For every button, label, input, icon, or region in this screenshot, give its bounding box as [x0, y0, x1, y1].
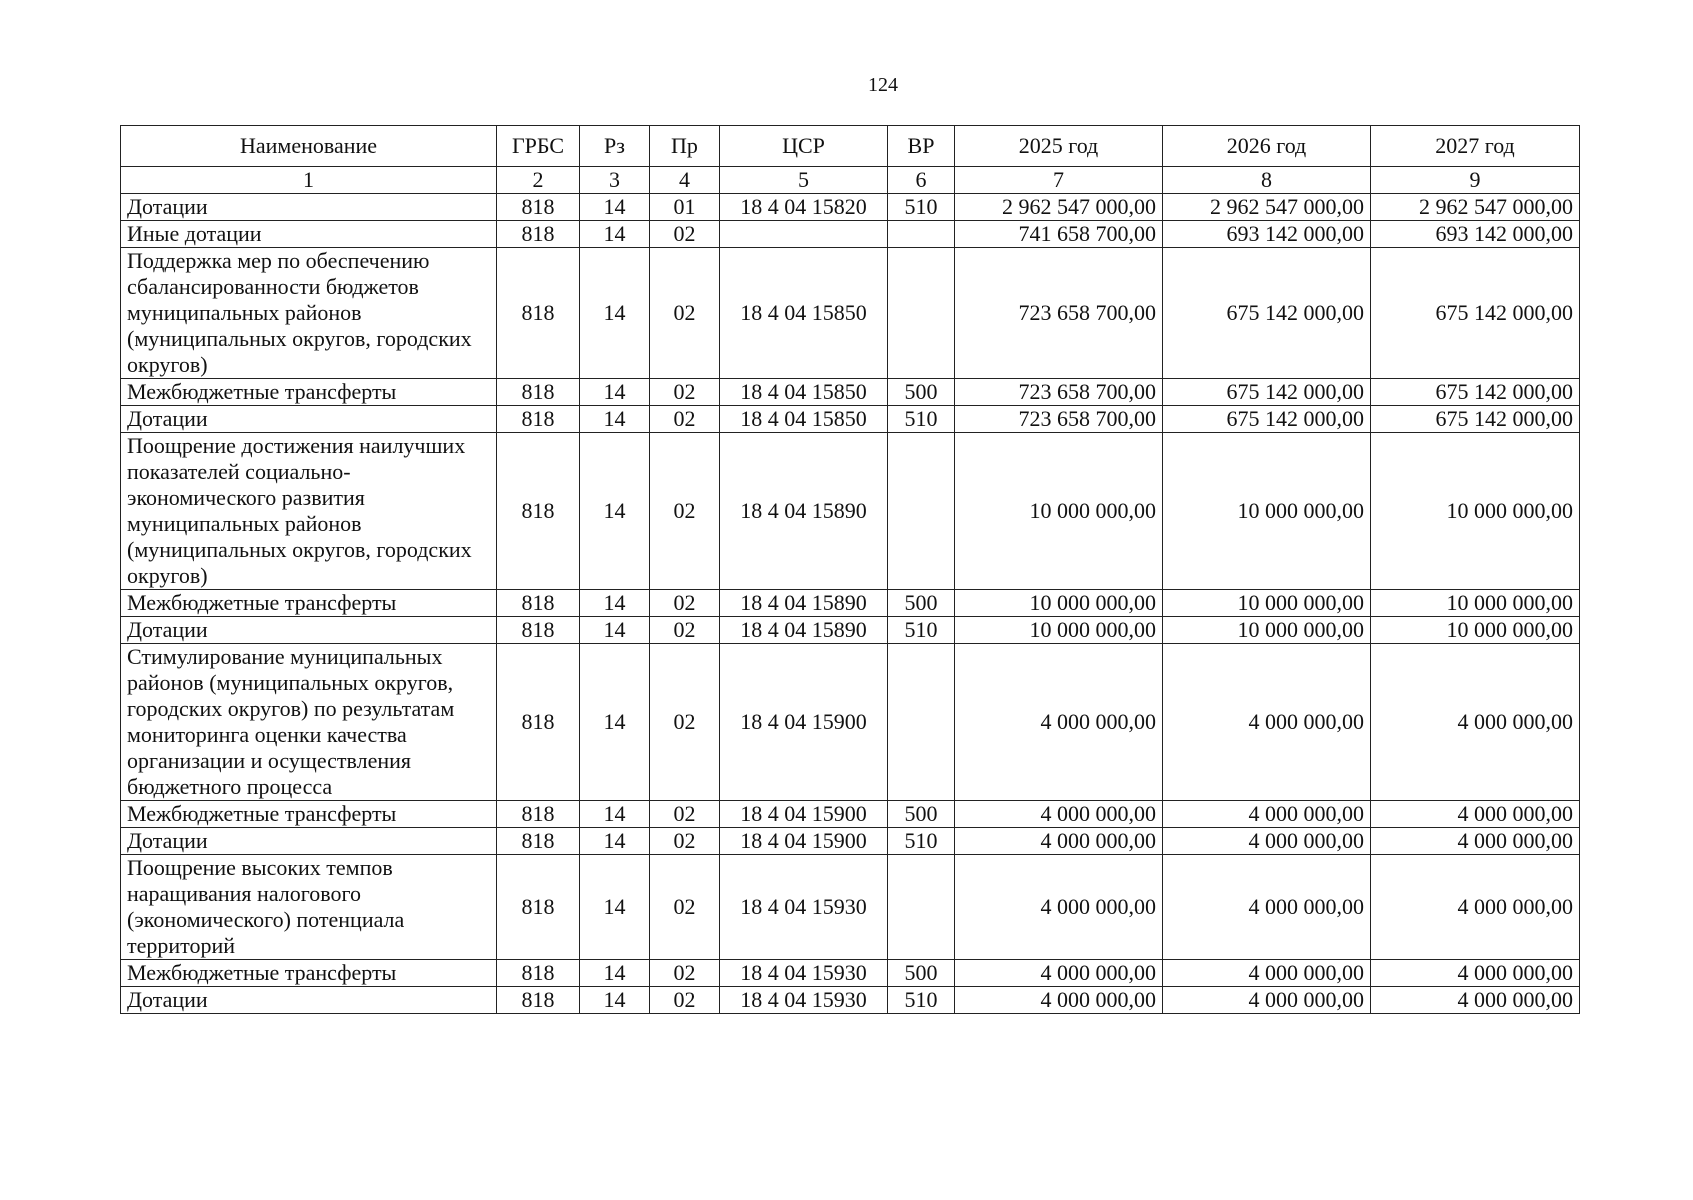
cell-csr: 18 4 04 15930 — [720, 987, 888, 1014]
cell-2027: 4 000 000,00 — [1371, 855, 1580, 960]
cell-pr: 02 — [650, 855, 720, 960]
cell-2027: 4 000 000,00 — [1371, 987, 1580, 1014]
column-number: 9 — [1371, 167, 1580, 194]
cell-csr: 18 4 04 15890 — [720, 617, 888, 644]
cell-rz: 14 — [580, 801, 650, 828]
cell-name: Межбюджетные трансферты — [121, 590, 497, 617]
cell-name: Поддержка мер по обеспечению сбалансированности бюджетов муниципальных районов (муниципальных округов, городских округов) — [121, 248, 497, 379]
cell-2026: 675 142 000,00 — [1163, 379, 1371, 406]
cell-vr: 510 — [888, 406, 955, 433]
cell-2026: 4 000 000,00 — [1163, 987, 1371, 1014]
cell-pr: 02 — [650, 960, 720, 987]
cell-csr: 18 4 04 15850 — [720, 406, 888, 433]
cell-name: Поощрение достижения наилучших показателей социально-экономического развития муниципальных районов (муниципальных округов, городских округов) — [121, 433, 497, 590]
cell-2027: 693 142 000,00 — [1371, 221, 1580, 248]
table-row — [121, 406, 1580, 433]
cell-name: Дотации — [121, 406, 497, 433]
cell-vr: 510 — [888, 987, 955, 1014]
cell-2025: 10 000 000,00 — [955, 433, 1163, 590]
cell-vr — [888, 855, 955, 960]
cell-pr: 02 — [650, 617, 720, 644]
table-row — [121, 855, 1580, 960]
cell-2025: 10 000 000,00 — [955, 617, 1163, 644]
cell-2027: 4 000 000,00 — [1371, 644, 1580, 801]
cell-pr: 02 — [650, 248, 720, 379]
budget-table — [120, 125, 1580, 1014]
cell-vr: 500 — [888, 590, 955, 617]
cell-pr: 02 — [650, 987, 720, 1014]
table-row — [121, 379, 1580, 406]
cell-csr: 18 4 04 15820 — [720, 194, 888, 221]
cell-vr — [888, 221, 955, 248]
cell-pr: 02 — [650, 221, 720, 248]
cell-csr: 18 4 04 15850 — [720, 379, 888, 406]
column-number-row — [121, 167, 1580, 194]
header-row — [121, 126, 1580, 167]
cell-2025: 741 658 700,00 — [955, 221, 1163, 248]
cell-2026: 10 000 000,00 — [1163, 590, 1371, 617]
cell-grbs: 818 — [497, 433, 580, 590]
cell-rz: 14 — [580, 433, 650, 590]
cell-grbs: 818 — [497, 960, 580, 987]
cell-2025: 4 000 000,00 — [955, 855, 1163, 960]
column-number: 4 — [650, 167, 720, 194]
cell-2025: 4 000 000,00 — [955, 960, 1163, 987]
cell-pr: 02 — [650, 590, 720, 617]
cell-rz: 14 — [580, 960, 650, 987]
cell-name: Дотации — [121, 194, 497, 221]
cell-rz: 14 — [580, 194, 650, 221]
cell-2027: 675 142 000,00 — [1371, 248, 1580, 379]
page-number: 124 — [868, 74, 898, 96]
cell-2026: 4 000 000,00 — [1163, 855, 1371, 960]
cell-pr: 02 — [650, 406, 720, 433]
table-row — [121, 590, 1580, 617]
column-number: 5 — [720, 167, 888, 194]
header-grbs: ГРБС — [497, 126, 580, 167]
cell-csr: 18 4 04 15900 — [720, 644, 888, 801]
cell-vr: 500 — [888, 801, 955, 828]
cell-vr: 510 — [888, 828, 955, 855]
cell-2027: 10 000 000,00 — [1371, 590, 1580, 617]
cell-rz: 14 — [580, 855, 650, 960]
cell-grbs: 818 — [497, 617, 580, 644]
table-row — [121, 801, 1580, 828]
cell-grbs: 818 — [497, 590, 580, 617]
cell-pr: 02 — [650, 644, 720, 801]
table-row — [121, 194, 1580, 221]
column-number: 1 — [121, 167, 497, 194]
cell-2025: 723 658 700,00 — [955, 379, 1163, 406]
cell-2026: 10 000 000,00 — [1163, 617, 1371, 644]
cell-pr: 01 — [650, 194, 720, 221]
cell-grbs: 818 — [497, 855, 580, 960]
cell-rz: 14 — [580, 248, 650, 379]
cell-csr: 18 4 04 15900 — [720, 801, 888, 828]
header-2026: 2026 год — [1163, 126, 1371, 167]
cell-rz: 14 — [580, 406, 650, 433]
cell-csr: 18 4 04 15900 — [720, 828, 888, 855]
cell-2027: 10 000 000,00 — [1371, 433, 1580, 590]
header-2027: 2027 год — [1371, 126, 1580, 167]
header-rz: Рз — [580, 126, 650, 167]
cell-2026: 4 000 000,00 — [1163, 644, 1371, 801]
column-number: 8 — [1163, 167, 1371, 194]
cell-name: Стимулирование муниципальных районов (муниципальных округов, городских округов) по результатам мониторинга оценки качества организации и осуществления бюджетного процесса — [121, 644, 497, 801]
cell-2027: 2 962 547 000,00 — [1371, 194, 1580, 221]
cell-grbs: 818 — [497, 248, 580, 379]
cell-2026: 675 142 000,00 — [1163, 248, 1371, 379]
cell-vr: 500 — [888, 379, 955, 406]
cell-2026: 4 000 000,00 — [1163, 828, 1371, 855]
cell-2025: 4 000 000,00 — [955, 828, 1163, 855]
cell-vr — [888, 644, 955, 801]
cell-name: Межбюджетные трансферты — [121, 960, 497, 987]
cell-name: Поощрение высоких темпов наращивания налогового (экономического) потенциала территорий — [121, 855, 497, 960]
header-vr: ВР — [888, 126, 955, 167]
cell-rz: 14 — [580, 379, 650, 406]
cell-2026: 4 000 000,00 — [1163, 801, 1371, 828]
cell-name: Иные дотации — [121, 221, 497, 248]
table-row — [121, 617, 1580, 644]
cell-2027: 675 142 000,00 — [1371, 406, 1580, 433]
cell-name: Дотации — [121, 987, 497, 1014]
cell-grbs: 818 — [497, 801, 580, 828]
cell-2026: 2 962 547 000,00 — [1163, 194, 1371, 221]
cell-2025: 723 658 700,00 — [955, 248, 1163, 379]
cell-rz: 14 — [580, 987, 650, 1014]
column-number: 7 — [955, 167, 1163, 194]
table-row — [121, 960, 1580, 987]
cell-pr: 02 — [650, 801, 720, 828]
cell-grbs: 818 — [497, 406, 580, 433]
cell-pr: 02 — [650, 433, 720, 590]
cell-csr: 18 4 04 15930 — [720, 855, 888, 960]
cell-csr: 18 4 04 15930 — [720, 960, 888, 987]
cell-vr: 500 — [888, 960, 955, 987]
table-row — [121, 248, 1580, 379]
cell-2025: 10 000 000,00 — [955, 590, 1163, 617]
cell-2027: 4 000 000,00 — [1371, 828, 1580, 855]
column-number: 6 — [888, 167, 955, 194]
cell-pr: 02 — [650, 828, 720, 855]
cell-2027: 4 000 000,00 — [1371, 801, 1580, 828]
table-row — [121, 987, 1580, 1014]
cell-name: Межбюджетные трансферты — [121, 801, 497, 828]
cell-2027: 675 142 000,00 — [1371, 379, 1580, 406]
cell-rz: 14 — [580, 644, 650, 801]
cell-pr: 02 — [650, 379, 720, 406]
cell-2025: 2 962 547 000,00 — [955, 194, 1163, 221]
column-number: 3 — [580, 167, 650, 194]
cell-2025: 723 658 700,00 — [955, 406, 1163, 433]
cell-vr: 510 — [888, 194, 955, 221]
cell-csr: 18 4 04 15890 — [720, 590, 888, 617]
table-row — [121, 433, 1580, 590]
cell-csr — [720, 221, 888, 248]
header-pr: Пр — [650, 126, 720, 167]
header-csr: ЦСР — [720, 126, 888, 167]
table-row — [121, 221, 1580, 248]
cell-vr: 510 — [888, 617, 955, 644]
header-name: Наименование — [121, 126, 497, 167]
cell-2027: 10 000 000,00 — [1371, 617, 1580, 644]
column-number: 2 — [497, 167, 580, 194]
cell-csr: 18 4 04 15850 — [720, 248, 888, 379]
cell-rz: 14 — [580, 590, 650, 617]
cell-2027: 4 000 000,00 — [1371, 960, 1580, 987]
cell-csr: 18 4 04 15890 — [720, 433, 888, 590]
table-row — [121, 644, 1580, 801]
cell-grbs: 818 — [497, 987, 580, 1014]
cell-rz: 14 — [580, 221, 650, 248]
cell-name: Дотации — [121, 828, 497, 855]
cell-name: Межбюджетные трансферты — [121, 379, 497, 406]
cell-vr — [888, 433, 955, 590]
cell-2025: 4 000 000,00 — [955, 801, 1163, 828]
table-row — [121, 828, 1580, 855]
cell-2026: 675 142 000,00 — [1163, 406, 1371, 433]
cell-grbs: 818 — [497, 221, 580, 248]
cell-2025: 4 000 000,00 — [955, 644, 1163, 801]
cell-rz: 14 — [580, 617, 650, 644]
cell-2026: 10 000 000,00 — [1163, 433, 1371, 590]
cell-2026: 4 000 000,00 — [1163, 960, 1371, 987]
cell-2025: 4 000 000,00 — [955, 987, 1163, 1014]
cell-grbs: 818 — [497, 828, 580, 855]
cell-grbs: 818 — [497, 379, 580, 406]
cell-name: Дотации — [121, 617, 497, 644]
cell-grbs: 818 — [497, 644, 580, 801]
cell-vr — [888, 248, 955, 379]
cell-rz: 14 — [580, 828, 650, 855]
cell-2026: 693 142 000,00 — [1163, 221, 1371, 248]
cell-grbs: 818 — [497, 194, 580, 221]
header-2025: 2025 год — [955, 126, 1163, 167]
